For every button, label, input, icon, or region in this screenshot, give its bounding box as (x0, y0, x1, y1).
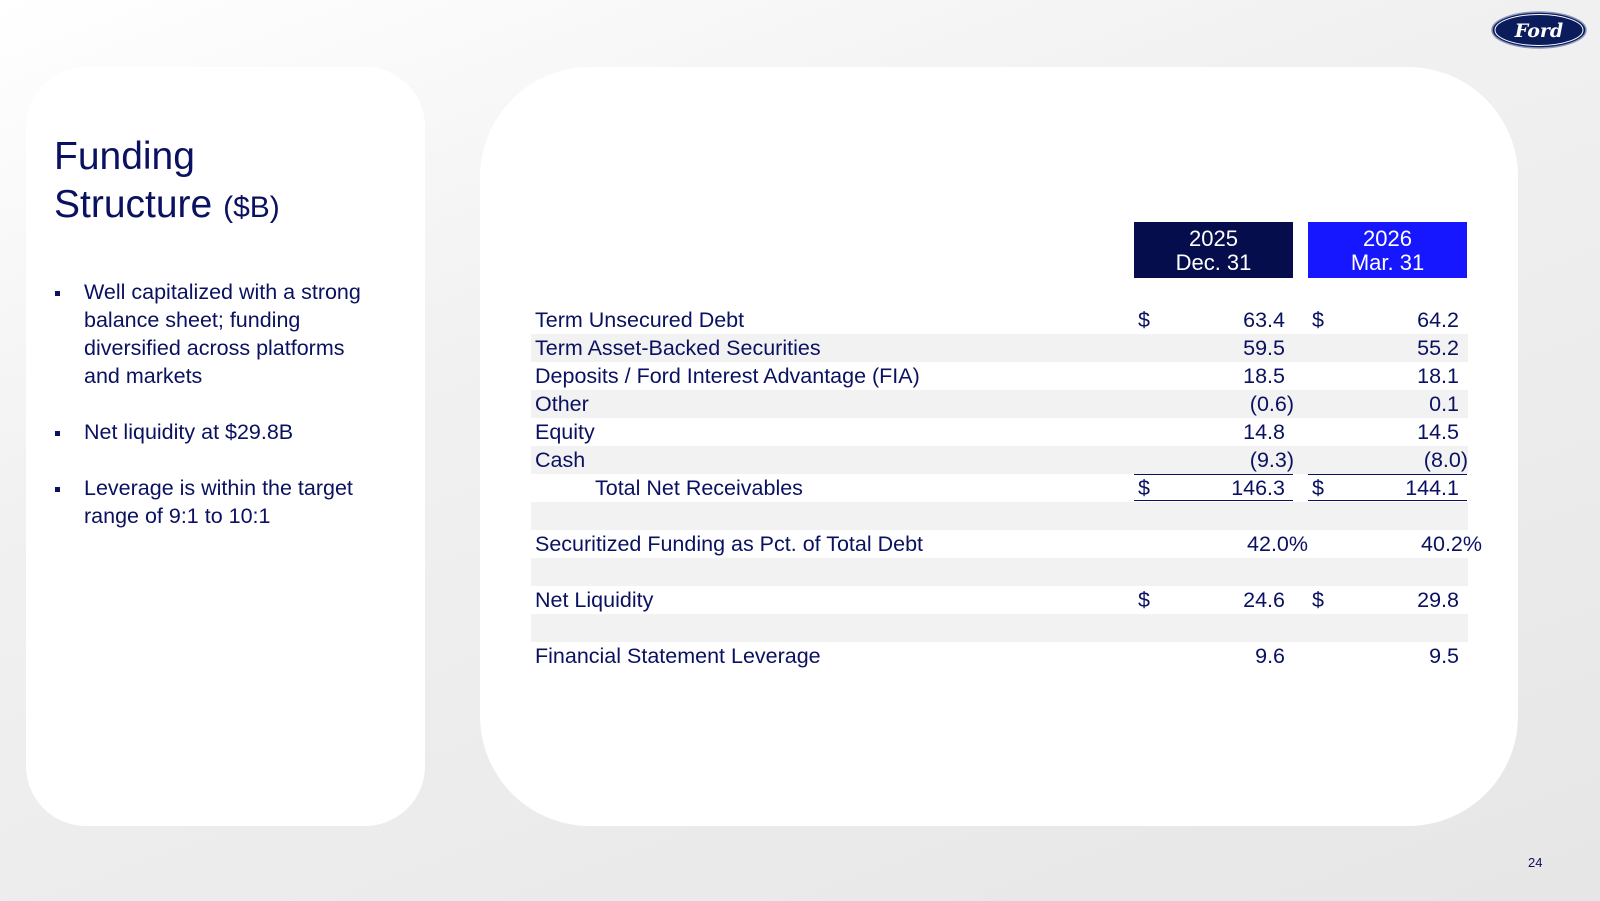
value-2026: 64.2 (1417, 308, 1459, 332)
value-2026: 0.1 (1429, 392, 1459, 416)
table-row-net-liquidity (531, 586, 1468, 614)
column-header-2026 (1308, 222, 1467, 278)
row-label: Cash (535, 448, 586, 472)
currency-symbol: $ (1312, 476, 1324, 500)
row-label: Other (535, 392, 589, 416)
currency-symbol: $ (1312, 308, 1324, 332)
value-2025: 14.8 (1243, 420, 1285, 444)
column-year: 2025 (1189, 226, 1238, 251)
title-unit: ($B) (223, 191, 280, 224)
row-label: Net Liquidity (535, 588, 654, 612)
table-row-deposits-fia (531, 362, 1468, 390)
bullet-icon (55, 431, 60, 436)
bullet-item (54, 418, 384, 446)
bullet-list (54, 278, 384, 558)
value-2026: 40.2% (1421, 532, 1482, 556)
row-label: Financial Statement Leverage (535, 644, 821, 668)
value-2026: 29.8 (1417, 588, 1459, 612)
currency-symbol: $ (1138, 588, 1150, 612)
title-line-1: Funding (54, 135, 195, 178)
bullet-text: Net liquidity at $29.8B (84, 420, 294, 444)
value-2025: 42.0% (1247, 532, 1308, 556)
row-label: Term Unsecured Debt (535, 308, 745, 332)
funding-table (531, 306, 1482, 670)
ford-logo (1490, 10, 1588, 50)
bullet-text: Leverage is within the target range of 9:1 to 10:1 (84, 476, 353, 528)
value-2025: 24.6 (1243, 588, 1285, 612)
row-label: Equity (535, 420, 595, 444)
value-2025: 18.5 (1243, 364, 1285, 388)
value-2026: (8.0) (1423, 448, 1468, 472)
currency-symbol: $ (1138, 476, 1150, 500)
value-2025: 63.4 (1243, 308, 1285, 332)
value-2025: (9.3) (1249, 448, 1294, 472)
table-row-term-abs (531, 334, 1468, 362)
table-row-financial-statement-leverage (531, 642, 1468, 670)
page-title (54, 133, 280, 232)
value-2026: 9.5 (1429, 644, 1459, 668)
table-row-cash (531, 446, 1468, 474)
column-year: 2026 (1363, 226, 1412, 251)
table-row-equity (531, 418, 1468, 446)
column-header-2025 (1134, 222, 1293, 278)
table-row-total-net-receivables (531, 474, 1468, 502)
column-date: Mar. 31 (1350, 250, 1425, 275)
table-row-securitized-funding (531, 530, 1482, 558)
value-2025: 146.3 (1231, 476, 1285, 500)
bullet-item (54, 278, 384, 390)
bullet-item (54, 474, 384, 530)
title-line-2: Structure (54, 183, 213, 226)
value-2025: (0.6) (1249, 392, 1294, 416)
table-row-other (531, 390, 1468, 418)
ford-logo-text: Ford (1514, 20, 1564, 42)
page-number: 24 (1528, 855, 1543, 870)
value-2025: 59.5 (1243, 336, 1285, 360)
value-2026: 144.1 (1405, 476, 1459, 500)
row-label: Deposits / Ford Interest Advantage (FIA) (535, 364, 920, 388)
column-date: Dec. 31 (1175, 250, 1252, 275)
bullet-icon (55, 291, 60, 296)
row-label: Securitized Funding as Pct. of Total Debt (535, 532, 924, 556)
value-2026: 55.2 (1417, 336, 1459, 360)
row-label: Term Asset-Backed Securities (535, 336, 821, 360)
table-row-spacer (531, 502, 1468, 530)
value-2025: 9.6 (1255, 644, 1285, 668)
table-row-spacer (531, 558, 1468, 586)
table-row-spacer (531, 614, 1468, 642)
currency-symbol: $ (1312, 588, 1324, 612)
row-label: Total Net Receivables (595, 476, 803, 500)
value-2026: 14.5 (1417, 420, 1459, 444)
bullet-text: Well capitalized with a strong balance sheet; funding diversified across platforms and markets (84, 280, 361, 388)
table-row-term-unsecured-debt (531, 306, 1468, 334)
bullet-icon (55, 487, 60, 492)
value-2026: 18.1 (1417, 364, 1459, 388)
currency-symbol: $ (1138, 308, 1150, 332)
